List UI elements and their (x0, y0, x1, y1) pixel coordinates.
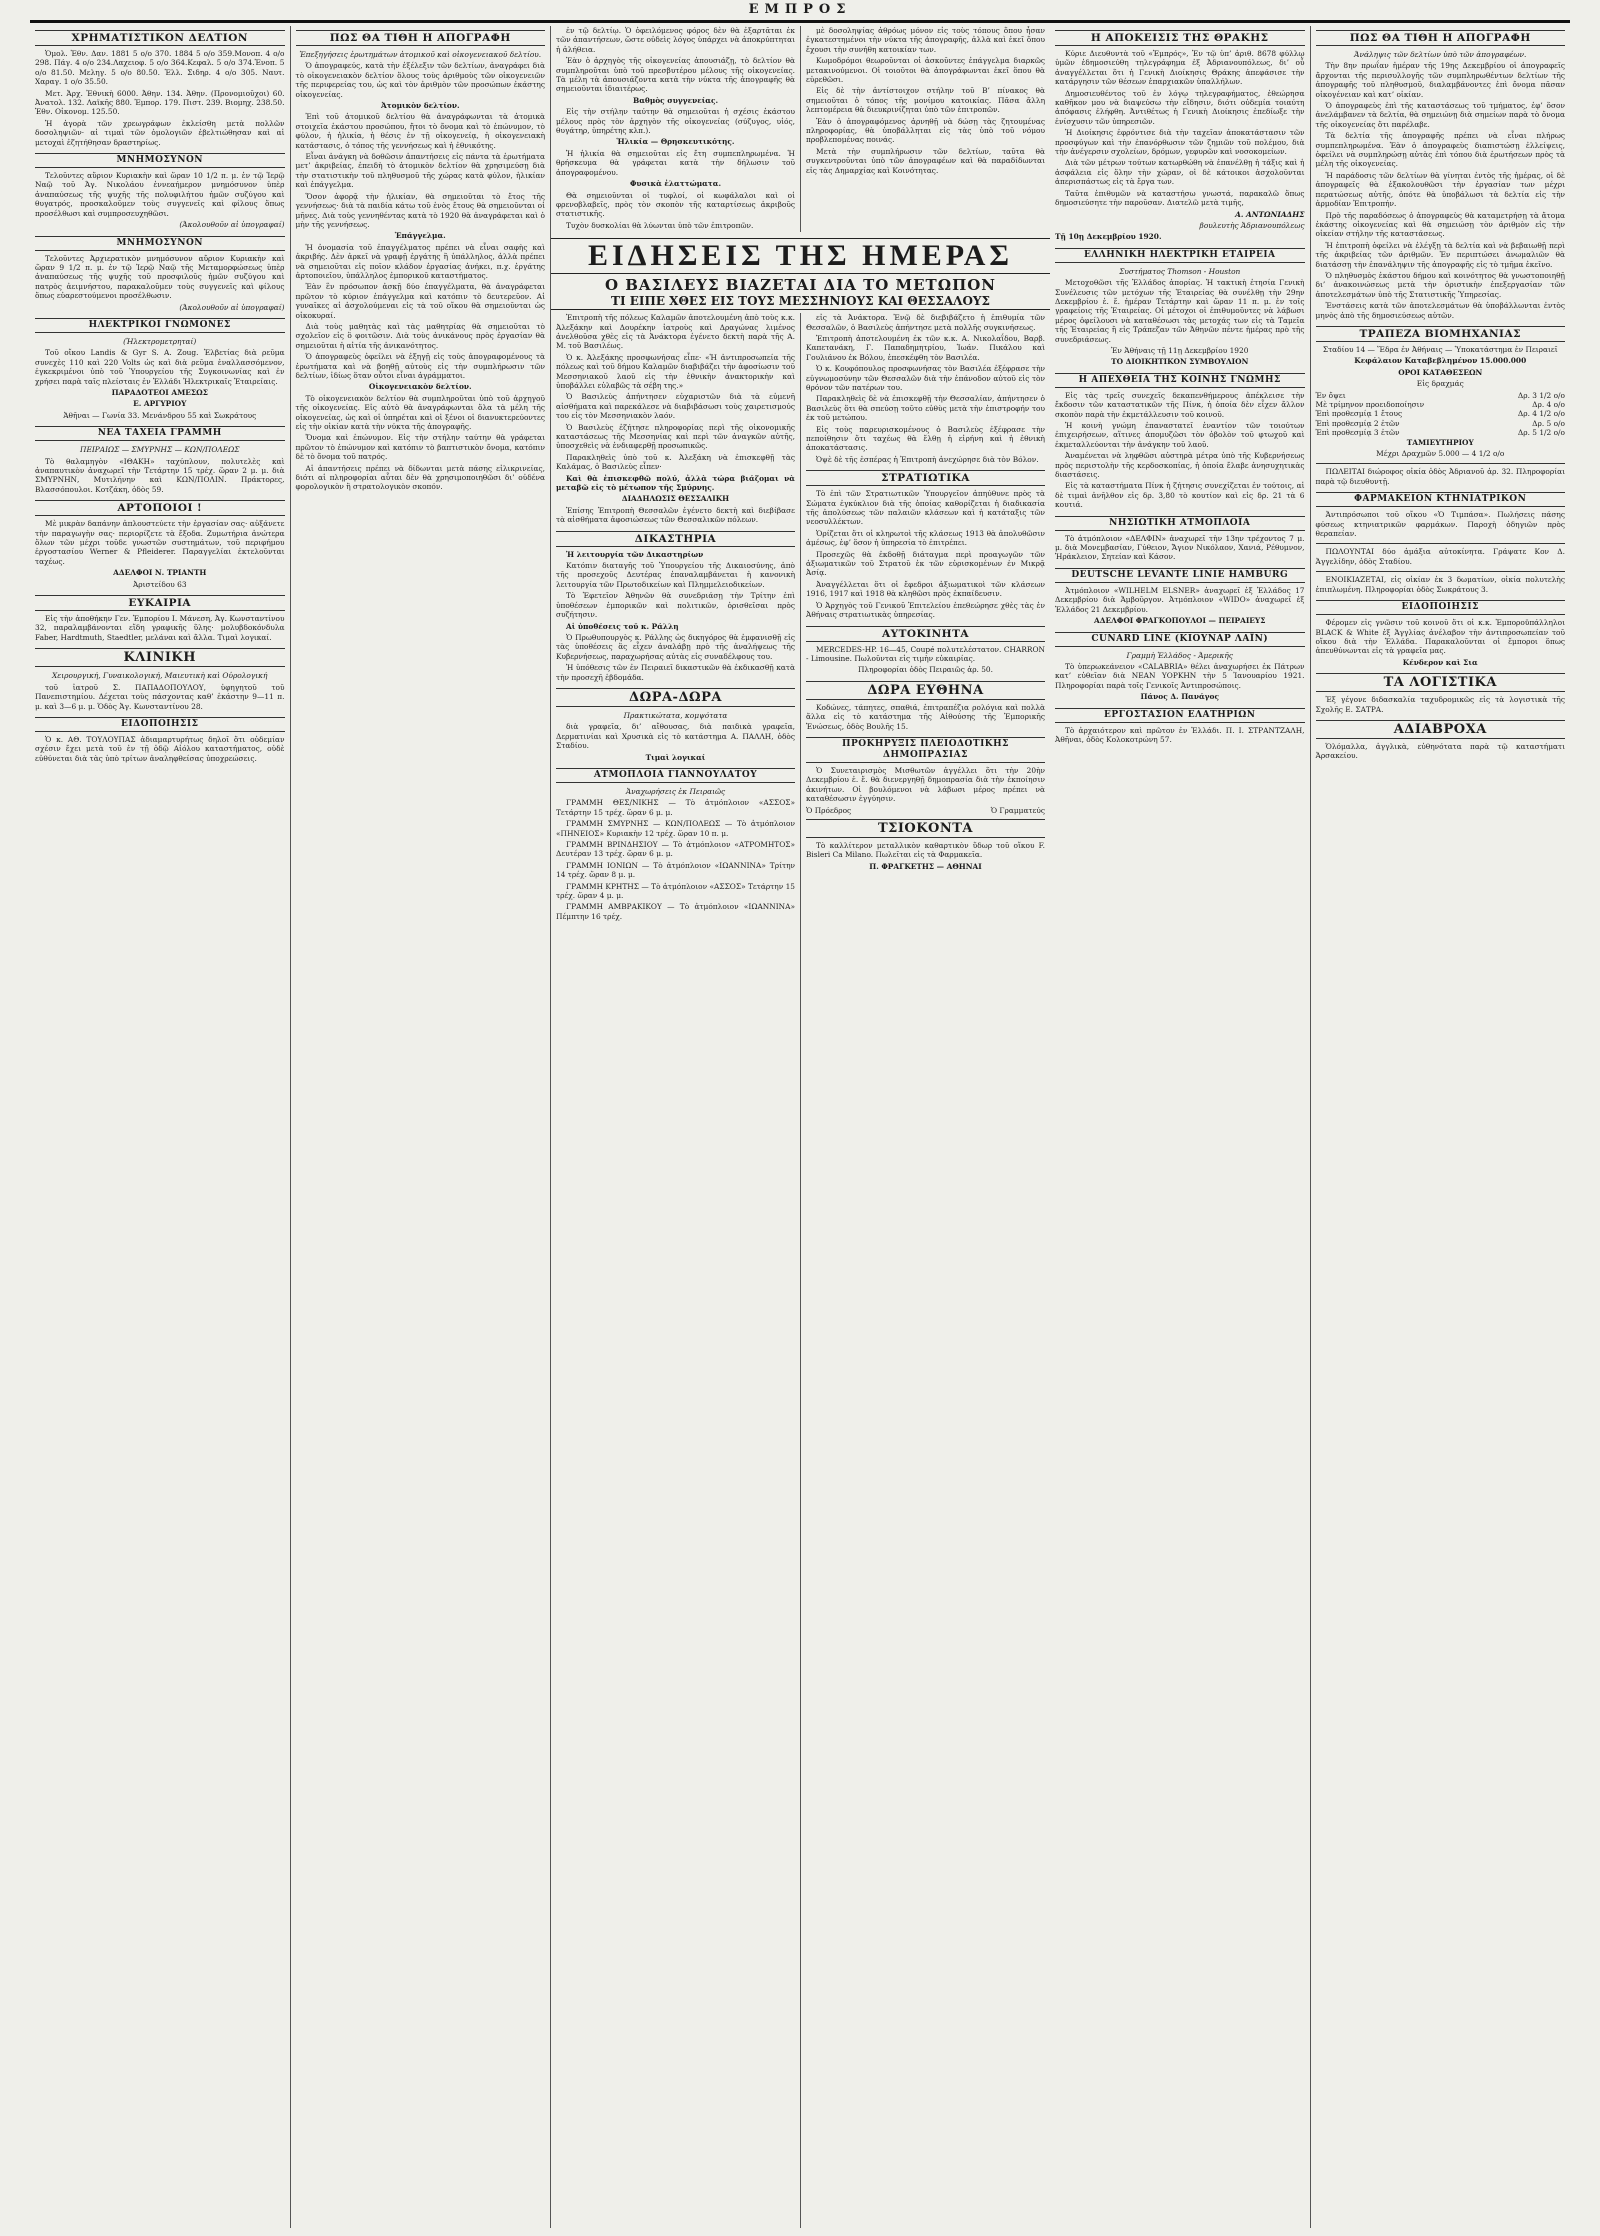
census-cont-para: Ἡ ἡλικία θὰ σημειοῦται εἰς ἔτη συμπεπληρωμένα. Ἡ θρήσκευμα θὰ γράφεται κατὰ τὴν δήλωσιν τοῦ ἀπογραφομένου. (556, 148, 795, 177)
bank-rate-value: Δρ. 4 1/2 ο/ο (1517, 409, 1565, 419)
cars-heading: ΑΥΤΟΚΙΝΗΤΑ (806, 626, 1045, 642)
cheap-gifts-text: Κοδώνες, τάπητες, σπαθιά, ἐπιτραπέζια ρολόγια καὶ πολλὰ ἄλλα εἰς τὸ κατάστημα τῆς Αἰθούσης τῆς Ἐμπορικῆς Ἑνώσεως, ὁδὸς Βουλῆς 15. (806, 702, 1045, 731)
island-shipping-heading: ΝΗΣΙΩΤΙΚΗ ΑΤΜΟΠΛΟΪΑ (1055, 516, 1305, 531)
levante-line-heading: DEUTSCHE LEVANTE LINIE HAMBURG (1055, 568, 1305, 583)
memorial-heading: ΜΝΗΜΟΣΥΝΟΝ (35, 153, 285, 168)
public-opinion-para: Εἰς τὰς τρεῖς συνεχεῖς δεκαπενθήμερους ἀπέκλεισε τὴν ἔκδοσιν τῶν καταστατικῶν τῆς Πίνκ, ἡ ὁποία δὲν εἶχεν ἄλλον σκοπὸν παρὰ τὴν ἐκμετάλλευσιν τοῦ κοινοῦ. (1055, 390, 1305, 419)
census-para: Ὁ ἀπογραφεὺς ὀφείλει νὰ ἐξηγῇ εἰς τοὺς ἀπογραφομένους τὰ ἐρωτήματα καὶ νὰ βοηθῇ αὐτοὺς εἰς τὴν συμπλήρωσιν τῶν δελτίων, ἰδίως ὅταν οὗτοι εἶναι ἀγράμματοι. (295, 352, 545, 380)
steamship-route: ΓΡΑΜΜΗ ΣΜΥΡΝΗΣ — ΚΩΝ/ΠΟΛΕΩΣ — Τὸ ἀτμόπλοιον «ΠΗΝΕΙΟΣ» Κυριακὴν 12 τρέχ. ὥραν 10 π. μ. (556, 819, 795, 838)
thessaly-para: Παρακληθεὶς δὲ νὰ ἐπισκεφθῇ τὴν Θεσσαλίαν, ἀπήντησεν ὁ Βασιλεὺς ὅτι θὰ σπεύσῃ τοῦτο εὐθὺς μετὰ τὴν ἐπιστροφήν του ἐκ τοῦ μετώπου. (806, 394, 1045, 423)
lead-headline: Ο ΒΑΣΙΛΕΥΣ ΒΙΑΖΕΤΑΙ ΔΙΑ ΤΟ ΜΕΤΩΠΟΝ (604, 276, 997, 295)
census-cont-para: Θὰ σημειοῦνται οἱ τυφλοί, οἱ κωφάλαλοι καὶ οἱ φρενοβλαβεῖς, πρὸς τὸν σκοπὸν τῆς καταρτίσεως ἀκριβοῦς στατιστικῆς. (556, 190, 795, 219)
meters-address: Ἀθῆναι — Γωνία 33. Μενάνδρου 55 καὶ Σωκράτους (63, 410, 257, 420)
bakers-text: Μὲ μικρὰν δαπάνην ἀπλουστεύετε τὴν ἐργασίαν σας· αὐξάνετε τὴν παραγωγὴν σας· περιορίζετε τὰ ἔξοδα. Ζυμωτήρια ἀνώτερα ὅλων τῶν μέχρι τοῦδε γνωστῶν συστημάτων, τοῦ περιφήμου ἐργοστασίου Werner & Pfleiderer. Παραγγελίαι ἐκτελοῦνται ταχέως. (35, 519, 285, 566)
auction-text: Ὁ Συνεταιρισμὸς Μισθωτῶν ἀγγέλλει ὅτι τὴν 20ὴν Δεκεμβρίου ἐ. ἔ. θὰ διενεργηθῇ δημοπρασία διὰ τὴν ἐκποίησιν ἀκινήτων. Οἱ βουλόμενοι νὰ λάβωσι μέρος πρέπει νὰ καταθέσωσιν ἐγγύησιν. (806, 765, 1045, 804)
bank-rate-row (1316, 400, 1566, 409)
census-para: Εἶναι ἀνάγκη νὰ δοθῶσιν ἀπαντήσεις εἰς πάντα τὰ ἐρωτήματα μετ’ ἀκριβείας, ἐπειδὴ τὸ ἀτομικὸν δελτίον θὰ χρησιμεύσῃ διὰ τὴν στατιστικὴν τοῦ πληθυσμοῦ τῆς χώρας κατὰ φύλον, ἡλικίαν καὶ ἐπάγγελμα. (295, 152, 545, 190)
stock-para: Ὁμολ. Ἐθν. Δαν. 1881 5 ο/ο 370. 1884 5 ο/ο 359.Μονοπ. 4 ο/ο 298. Πάγ. 4 ο/ο 234.Λαχειοφ. 5 ο/ο 364.Κεφαλ. 5 ο/ο 374.Ἐνοπ. 5 ο/ο 81.50. Μεληγ. 5 ο/ο 80.50. Ἐλλ. Σιδηρ. 4 ο/ο 305. Ναυτ. Χαραγ. 1 ο/ο 35.50. (35, 49, 285, 87)
vet-pharmacy-heading: ΦΑΡΜΑΚΕΙΟΝ ΚΤΗΝΙΑΤΡΙΚΟΝ (1316, 492, 1566, 507)
column-3-top (551, 26, 801, 232)
thessaly-para: Ὁ κ. Κουφόπουλος προσφωνήσας τὸν Βασιλέα ἐξέφρασε τὴν εὐγνωμοσύνην τῶν Θεσσαλῶν διὰ τὴν ἐπάνοδον αὐτοῦ εἰς τὸν θρόνον τῶν πατέρων του. (806, 364, 1045, 392)
accounting-text: Ἐξ γέγονε διδασκαλία ταχυδρομικῶς εἰς τὰ λογιστικὰ τῆς Σχολῆς Ε. ΣΑΤΡΑ. (1315, 695, 1565, 714)
divider (1316, 463, 1566, 464)
meters-agent: Ε. ΑΡΓΥΡΙΟΥ (133, 399, 187, 409)
column-6 (1311, 26, 1571, 2228)
bakers-heading: ΑΡΤΟΠΟΙΟΙ ! (35, 500, 285, 516)
census-2-para: Τὴν 8ην πρωΐαν ἡμέραν τῆς 19ης Δεκεμβρίου οἱ ἀπογραφεῖς ἄρχονται τῆς περισυλλογῆς τῶν συμπληρωθέντων δελτίων τῆς ἀπογραφῆς τοῦ πληθυσμοῦ, διαλαμβάνοντες ἐπὶ ὄνομα πᾶσαν οἰκογένειαν καὶ κατ’ οἰκίαν. (1315, 61, 1565, 99)
census-subhead: Οἰκογενειακὸν δελτίον. (368, 382, 472, 392)
divider (1316, 543, 1566, 544)
census-para: Ὁ ἀπογραφεύς, κατὰ τὴν ἐξέλεξιν τῶν δελτίων, ἀναγράφει διὰ τὸ οἰκογενειακὸν δελτίον ὅλους τοὺς ἀριθμοὺς τῶν οἰκογενειῶν τῆς περιφερείας του, ὡς καὶ τὸν ἀριθμὸν τῶν προσώπων ἐκάστης οἰκογενείας. (295, 61, 545, 99)
auction-signature-secretary: Ὁ Γραμματεύς (990, 805, 1045, 815)
thrace-date: Τῇ 10ῃ Δεκεμβρίου 1920. (1055, 232, 1162, 242)
cunard-subheading: Γραμμὴ Ἑλλάδος - Ἀμερικῆς (1126, 650, 1233, 660)
divider (1316, 571, 1566, 572)
cheap-gifts-heading: ΔΩΡΑ ΕΥΘΗΝΑ (806, 681, 1045, 700)
columns (30, 26, 1570, 2228)
census-para: Αἱ ἀπαντήσεις πρέπει νὰ δίδωνται μετὰ πάσης εἰλικρινείας, διότι αἱ πληροφορίαι αὗται δὲν θὰ χρησιμοποιηθῶσι δι’ οὐδένα φορολογικὸν ἢ στρατολογικὸν σκοπόν. (295, 463, 545, 492)
notice-heading: ΕΙΔΟΠΟΙΗΣΙΣ (35, 717, 285, 732)
news-lower-columns (551, 313, 1050, 2228)
column-1 (30, 26, 291, 2228)
filler (806, 873, 1045, 2228)
census-cont-para: Κωμοδρόμοι θεωροῦνται οἱ ἀσκοῦντες ἐπάγγελμα διαρκῶς μετακινούμενοι. Οἱ τοιοῦτοι θὰ ἀπογράφωνται ἐκεῖ ὅπου θὰ εὑρεθῶσι. (806, 56, 1045, 85)
cars-text: MERCEDES-HP. 16—45, Coupé πολυτελέστατον. CHARRON - Limousine. Πωλοῦνται εἰς τιμὴν εὐκαιρίας. (806, 644, 1045, 663)
stock-para: Ἡ ἀγορὰ τῶν χρεωγράφων ἐκλείσθη μετὰ πολλῶν δοσοληψιῶν· αἱ τιμαὶ τῶν ὁμολογιῶν ἐβελτιώθησαν καὶ αἱ μετοχαὶ ἐζητήθησαν δραστηρίως. (35, 118, 285, 147)
auction-signature-president: Ὁ Πρόεδρος (806, 805, 852, 815)
census-cont-para: Ἐὰν ὁ ἀρχηγὸς τῆς οἰκογενείας ἀπουσιάζῃ, τὸ δελτίον θὰ συμπληροῦται ὑπὸ τοῦ πρεσβυτέρου μέλους τῆς οἰκογενείας. Τὰ μέλη τὰ ἀπουσιάζοντα κατὰ τὴν νύκτα τῆς ἀπογραφῆς θὰ σημειοῦνται ἰδιαιτέρως. (556, 56, 795, 94)
courts-subhead: Ἡ λειτουργία τῶν Δικαστηρίων (566, 549, 704, 559)
meters-subheading: (Ἠλεκτρομετρηταί) (123, 336, 197, 346)
stock-bulletin-heading: ΧΡΗΜΑΤΙΣΤΙΚΟΝ ΔΕΛΤΙΟΝ (35, 30, 285, 46)
stock-para: Μετ. Ἀρχ. Ἐθνικὴ 6000. Ἀθην. 134. Ἀθην. (Προνομιοῦχοι) 60. Ἀνατολ. 132. Λαϊκῆς 880. Ἐμπορ. 179. Πιστ. 239. Βιομηχ. 238.50. Ἐθν. Οἰκονομ. 125.50. (35, 88, 285, 117)
census-cont-subhead: Φυσικὰ ἐλαττώματα. (629, 179, 722, 189)
filler (296, 494, 546, 2228)
census-2-para: Ὁ ἀπογραφεὺς ἐπὶ τῆς καταστάσεως τοῦ τμήματος, ἐφ’ ὅσον ἀνελάμβανεν τὰ δελτία, θὰ σημειώνῃ διὰ σημείων παρὰ τὸ ὄνομα τῆς οἰκογενείας ὅτι παρέλαβε. (1315, 101, 1565, 129)
bank-rate-label: Ἐπὶ προθεσμίᾳ 1 ἔτους (1315, 409, 1403, 419)
notice-text: Ὁ κ. ΑΘ. ΤΟΥΛΟΥΠΑΣ ἀδιαμαρτυρήτως δηλοῖ ὅτι οὐδεμίαν σχέσιν ἔχει μετὰ τοῦ ἐν τῇ ὁδῷ Αἰόλου καταστήματος, οὐδὲ εὐθύνεται διὰ τὰς ὑπὸ τρίτων ἀναληφθείσας ὑποχρεώσεις. (35, 734, 285, 763)
news-of-the-day-banner: ΕΙΔΗΣΕΙΣ ΤΗΣ ΗΜΕΡΑΣ (551, 238, 1050, 274)
census-cont-subhead: Βαθμὸς συγγενείας. (632, 95, 719, 105)
steamship-route: ΓΡΑΜΜΗ ΒΡΙΝΔΗΣΙΟΥ — Τὸ ἀτμόπλοιον «ΑΤΡΟΜΗΤΟΣ» Δευτέραν 13 τρέχ. ὥραν 6 μ. μ. (556, 840, 795, 859)
census-para: Ἐὰν ἓν πρόσωπον ἀσκῇ δύο ἐπαγγέλματα, θὰ ἀναγράφεται πρῶτον τὸ κύριον ἐπάγγελμα καὶ κατόπιν τὸ δευτερεῦον. Αἱ γυναῖκες αἱ ἀσχολούμεναι εἰς τὰ τοῦ οἴκου θὰ σημειοῦνται ὡς οἰκοκυραί. (295, 282, 545, 320)
census-2-para: Πρὸ τῆς παραδόσεως ὁ ἀπογραφεὺς θὰ καταμετρήσῃ τὰ ἄτομα ἑκάστης οἰκογενείας καὶ θὰ σημειώσῃ τὸν ἀριθμὸν εἰς τὴν οἰκείαν στήλην τῆς καταστάσεως. (1315, 210, 1565, 239)
levante-line-text: Ἀτμόπλοιον «WILHELM ELSNER» ἀναχωρεῖ ἐξ Ἑλλάδος 17 Δεκεμβρίου διὰ Ἀμβοῦργον. Ἀτμόπλοιον «WIDO» ἀναχωρεῖ ἐξ Ἑλλάδος 21 Δεκεμβρίου. (1055, 585, 1305, 614)
courts-para: Κατόπιν διαταγῆς τοῦ Ὑπουργείου τῆς Δικαιοσύνης, ἀπὸ τῆς προσεχοῦς Δευτέρας ἐπαναλαμβάνεται ἡ κανονικὴ λειτουργία τῶν Πρωτοδικείων καὶ Πλημμελειοδικείων. (556, 561, 795, 589)
thrace-signature: Α. ΑΝΤΩΝΙΑΔΗΣ (1235, 209, 1305, 219)
thessaly-para: εἰς τὰ Ἀνάκτορα. Ἐνῷ δὲ διεβιβάζετο ἡ ἐπιθυμία τῶν Θεσσαλῶν, ὁ Βασιλεὺς ἀπήντησε μετὰ πολλῆς συγκινήσεως. (806, 313, 1045, 332)
news-region (551, 26, 1050, 2228)
bank-rate-label: Μὲ τρίμηνον προειδοποίησιν (1315, 400, 1425, 409)
census-intro: Ἐπεξηγήσεις ἐρωτημάτων ἀτομικοῦ καὶ οἰκογενειακοῦ δελτίου. (299, 50, 542, 59)
military-para: Προσεχῶς θὰ ἐκδοθῇ διάταγμα περὶ προαγωγῶν τῶν ἀξιωματικῶν τοῦ Στρατοῦ ἐκ τῶν εὑρισκομένων ἐν Μικρᾷ Ἀσίᾳ. (806, 549, 1045, 578)
filler (556, 923, 795, 2228)
levante-line-agent: ΑΔΕΛΦΟΙ ΦΡΑΓΚΟΠΟΥΛΟΙ — ΠΕΙΡΑΙΕΥΣ (1094, 616, 1266, 626)
thessaly-para: Εἰς τοὺς παρευρισκομένους ὁ Βασιλεὺς ἐξέφρασε τὴν πεποίθησιν ὅτι ταχέως θὰ ἔλθῃ ἡ εἰρήνη καὶ ἡ ἐθνικὴ ἀποκατάστασις. (806, 424, 1045, 453)
census-para: Ὄνομα καὶ ἐπώνυμον. Εἰς τὴν στήλην ταύτην θὰ γράφεται πρῶτον τὸ ἐπώνυμον καὶ κατόπιν τὸ βαπτιστικὸν ὄνομα, κατόπιν δὲ τὸ ὄνομα τοῦ πατρός. (295, 433, 545, 462)
memorial-heading: ΜΝΗΜΟΣΥΝΟΝ (35, 236, 285, 251)
vet-pharmacy-text: Ἀντιπρόσωποι τοῦ οἴκου «Ὁ Τιμπάσα». Πωλήσεις πάσης φύσεως κτηνιατρικῶν φαρμάκων. Παροχὴ ὁδηγιῶν πρὸς θεραπείαν. (1315, 510, 1565, 539)
census-2-para: Τὰ δελτία τῆς ἀπογραφῆς πρέπει νὰ εἶναι πλήρως συμπεπληρωμένα. Ἐὰν ὁ ἀπογραφεὺς διαπιστώσῃ ἐλλείψεις, ὀφείλει νὰ συμπληρώσῃ αὐτὰς ἐπὶ τόπου διὰ ἐρωτήσεων πρὸς τὰ μέλη τῆς οἰκογενείας. (1315, 131, 1565, 169)
shipping-line-heading: ΝΕΑ ΤΑΧΕΙΑ ΓΡΑΜΜΗ (35, 426, 285, 441)
steamship-route: ΓΡΑΜΜΗ ΘΕΣ/ΝΙΚΗΣ — Τὸ ἀτμόπλοιον «ΑΣΣΟΣ» Τετάρτην 15 τρέχ. ὥραν 6 μ. μ. (556, 798, 795, 817)
electric-company-heading: ΕΛΛΗΝΙΚΗ ΗΛΕΚΤΡΙΚΗ ΕΤΑΙΡΕΙΑ (1055, 248, 1305, 263)
bank-rates-table (1316, 391, 1566, 438)
steamship-route: ΓΡΑΜΜΗ ΚΡΗΤΗΣ — Τὸ ἀτμόπλοιον «ΑΣΣΟΣ» Τετάρτην 15 τρέχ. ὥραν 4 μ. μ. (556, 881, 795, 901)
cunard-text: Τὸ ὑπερωκεάνειον «CALABRIA» θέλει ἀναχωρήσει ἐκ Πάτρων κατ’ εὐθεῖαν διὰ ΝΕΑΝ ΥΟΡΚΗΝ τὴν 5 Ἰανουαρίου 1921. Πληροφορίαι παρὰ τοῖς Γενικοῖς Ἀντιπροσώποις. (1055, 661, 1305, 690)
raincoats-heading: ΑΔΙΑΒΡΟΧΑ (1316, 720, 1566, 739)
king-quote: Καὶ θὰ ἐπισκεφθῶ πολύ, ἀλλὰ τώρα βιάζομαι νὰ μεταβῶ εἰς τὸ μέτωπον τῆς Σμύρνης. (556, 473, 795, 493)
census-2-para: Ἡ ἐπιτροπὴ ὀφείλει νὰ ἐλέγξῃ τὰ δελτία καὶ νὰ βεβαιωθῇ περὶ τῆς ἀκριβείας τῶν ἀριθμῶν. Ἐν περιπτώσει ἀνωμαλιῶν θὰ διατάσσῃ τὴν ἐπανάληψιν τῆς ἀπογραφῆς εἰς τὸ τμῆμα ἐκεῖνο. (1315, 240, 1565, 269)
steamship-subheading: Ἀναχωρήσεις ἐκ Πειραιῶς (625, 786, 726, 796)
raincoats-text: Ὁλόμαλλα, ἀγγλικὰ, εὐθηνότατα παρὰ τῷ καταστήματι Ἀρσακείου. (1315, 741, 1565, 761)
springs-factory-text: Τὸ ἀρχαιότερον καὶ πρῶτον ἐν Ἑλλάδι. Π. Ι. ΣΤΡΑΝΤΖΑΛΗ, Ἀθῆναι, ὁδὸς Κολοκοτρώνη 57. (1055, 725, 1305, 744)
census-cont-para: ἐν τῷ δελτίῳ. Ὁ ὀφειλόμενος φόρος δὲν θὰ ἐξαρτᾶται ἐκ τῶν ἀπαντήσεων, ὥστε οὐδεὶς λόγος ὑπάρχει νὰ ἀποκρύπτηται ἡ ἀλήθεια. (556, 26, 795, 54)
king-story-para: Ὁ κ. Ἀλεξάκης προσφωνήσας εἶπε· «Ἡ ἀντιπροσωπεία τῆς πόλεως καὶ τοῦ δήμου Καλαμῶν διαβιβάζει τὴν ἀφοσίωσιν τοῦ Μεσσηνιακοῦ λαοῦ εἰς τὴν ἐθνικὴν ἀνακτορικὴν καὶ ὑποβάλλει εὐλαβῶς τὰ σέβη της.» (556, 352, 795, 390)
bank-savings-rate: Μέχρι Δραχμῶν 5.000 — 4 1/2 ο/ο (1376, 449, 1505, 459)
bank-rate-value: Δρ. 3 1/2 ο/ο (1517, 390, 1565, 400)
courts-para: Τὸ Ἐφετεῖον Ἀθηνῶν θὰ συνεδριάσῃ τὴν Τρίτην ἐπὶ ὑποθέσεων ἐμπορικῶν καὶ πολιτικῶν, ὁρισθεῖσαι πρὸς συζήτησιν. (556, 591, 795, 620)
column-4-top (801, 26, 1050, 232)
gifts-subheading: Πρακτικώτατα, κομψότατα (623, 710, 728, 720)
cars-for-sale: ΠΩΛΟΥΝΤΑΙ δύο ἁμάξια αὐτοκίνητα. Γράψατε Κον Δ. Ἀγγελίδην, ὁδὸς Σταδίου. (1315, 547, 1565, 566)
census-cont-para: μὲ δοσοληψίας ἀθρόως μόνον εἰς τοὺς τόπους ὅπου ἦσαν ἐγκατεστημένοι τὴν νύκτα τῆς ἀπογραφῆς, ἀλλὰ καὶ ἐκεῖ ὅπου ἔχουσι τὴν συνήθη κατοικίαν των. (806, 26, 1045, 54)
king-story-para: Παρακληθεὶς ὑπὸ τοῦ κ. Ἀλεξάκη νὰ ἐπισκεφθῇ τὰς Καλάμας, ὁ Βασιλεὺς εἶπεν· (556, 452, 795, 472)
census-heading: ΠΩΣ ΘΑ ΤΙΘΗ Η ΑΠΟΓΡΑΦΗ (296, 30, 546, 46)
opportunity-text: Εἰς τὴν ἀποθήκην Γεν. Ἐμπορίου Ι. Μάνεση, Ἀγ. Κωνσταντίνου 32, παραλαμβάνονται εἴδη γραφικῆς ὕλης· μολυβδοκόνδυλα Faber, Hardtmuth, Staedtler, μελάναι καὶ ἄλλα. Τιμαὶ λογικαί. (35, 614, 285, 642)
house-for-rent: ΕΝΟΙΚΙΑΖΕΤΑΙ, εἰς οἰκίαν ἐκ 3 δωματίων, οἰκία πολυτελὴς ἐπιπλωμένη. Πληροφορίαι ὁδὸς Σωκράτους 3. (1315, 575, 1565, 594)
thessaly-para: Ὀψὲ δὲ τῆς ἑσπέρας ἡ Ἐπιτροπὴ ἀνεχώρησε διὰ τὸν Βόλον. (816, 454, 1039, 464)
bakers-address: Ἀριστείδου 63 (132, 579, 187, 589)
census-2-heading: ΠΩΣ ΘΑ ΤΙΘΗ Η ΑΠΟΓΡΑΦΗ (1316, 30, 1566, 46)
gifts-text: διὰ γραφεῖα, δι’ αἴθουσας, διὰ παιδικὰ γραφεῖα, Δερματινίαι καὶ Χρυσικὰ εἰς τὸ κατάστημα Α. ΠΑΛΛΗ, ὁδὸς Σταδίου. (556, 722, 795, 751)
bank-rate-value: Δρ. 4 ο/ο (1532, 400, 1565, 409)
king-story-para: Ἐπίσης Ἐπιτροπὴ Θεσσαλῶν ἐγένετο δεκτὴ καὶ διεβίβασε τὰ αἰσθήματα ἀφοσιώσεως τῶν Θεσσαλικῶν πόλεων. (556, 505, 795, 525)
courts-para: Ἡ ὑπόθεσις τῶν ἐν Πειραιεῖ δικαστικῶν θὰ ἐκδικασθῇ κατὰ τὴν προσεχῆ ἑβδομάδα. (556, 663, 795, 682)
clinic-subheading: Χειρουργική, Γυναικολογική, Μαιευτικὴ καὶ Οὐρολογική (52, 671, 268, 681)
tsiokonta-heading: ΤΣΙΟΚΟΝΤΑ (806, 819, 1045, 838)
shipping-line-route: ΠΕΙΡΑΙΩΣ — ΣΜΥΡΝΗΣ — ΚΩΝ/ΠΟΛΕΩΣ (80, 445, 240, 455)
cunard-heading: CUNARD LINE (ΚΙΟΥΝΑΡ ΛΑΪΝ) (1055, 632, 1305, 647)
census-subhead: Ἀτομικὸν δελτίον. (380, 101, 460, 111)
island-shipping-text: Τὸ ἀτμόπλοιον «ΔΕΛΦΙΝ» ἀναχωρεῖ τὴν 13ην τρέχοντος 7 μ. μ. διὰ Μονεμβασίαν, Γύθειον, Ἄγιον Νικόλαον, Χανιά, Ρέθυμνον, Ἡράκλειον, Σητείαν καὶ Κάσον. (1055, 533, 1305, 562)
memorial-text: Τελοῦντες αὔριον Κυριακὴν καὶ ὥραν 10 1/2 π. μ. ἐν τῷ Ἱερῷ Ναῷ τοῦ Ἁγ. Νικολάου ἐννεαήμερον μνημόσυνον ὑπὲρ ἀναπαύσεως τῆς ψυχῆς τῆς πολυφιλήτου ἡμῶν συζύγου καὶ θυγατρός, προσκαλοῦμεν τοὺς συγγενεῖς καὶ φίλους ὅπως προσέλθωσι καὶ συμπροσευχηθῶσι. (35, 171, 285, 218)
bakers-signature: ΑΔΕΛΦΟΙ Ν. ΤΡΙΑΝΤΗ (113, 568, 207, 578)
military-para: Ὁρίζεται ὅτι οἱ κληρωτοὶ τῆς κλάσεως 1913 θὰ ἀπολυθῶσιν ἀμέσως, ἐφ’ ὅσον ἡ ὑπηρεσία τὸ ἐπιτρέπει. (806, 528, 1045, 548)
bank-rate-value: Δρ. 5 1/2 ο/ο (1517, 428, 1565, 438)
bank-deposit-terms-sub: Εἰς δραχμάς (1416, 379, 1464, 389)
king-story-para: Ὁ Βασιλεὺς ἐζήτησε πληροφορίας περὶ τῆς οἰκονομικῆς καταστάσεως τῆς Μεσσηνίας καὶ περὶ τῶν ἀναγκῶν αὐτῆς, ὑποσχεθεὶς νὰ ἐνδιαφερθῇ προσωπικῶς. (556, 422, 795, 451)
masthead-title: ΕΜΠΡΟΣ (748, 2, 852, 17)
census-2-subheading: Ἀνάληψις τῶν δελτίων ὑπὸ τῶν ἀπογραφέων. (1354, 50, 1527, 59)
electric-company-date: Ἐν Ἀθήναις τῇ 11ῃ Δεκεμβρίου 1920 (1111, 345, 1249, 355)
census-para: Τὸ οἰκογενειακὸν δελτίον θὰ συμπληροῦται ὑπὸ τοῦ ἀρχηγοῦ τῆς οἰκογενείας. Εἰς αὐτὸ θὰ ἀναγράφωνται ὅλα τὰ μέλη τῆς οἰκογενείας, ὡς καὶ οἱ ὑπηρέται καὶ οἱ ξένοι οἱ διανυκτερεύοντες εἰς τὴν οἰκίαν κατὰ τὴν νύκτα τῆς ἀπογραφῆς. (295, 393, 545, 432)
thessaly-subhead: ΔΙΑΔΗΛΩΣΙΣ ΘΕΣΣΑΛΙΚΗ (621, 494, 730, 504)
bank-deposit-terms-heading: ΟΡΟΙ ΚΑΤΑΘΕΣΕΩΝ (1398, 367, 1483, 377)
bank-rate-row (1316, 391, 1566, 400)
filler (35, 765, 285, 2228)
census-subhead: Ἐπάγγελμα. (394, 231, 446, 241)
electric-company-text: Μετοχοθῶσι τῆς Ἑλλάδος ἀπορίας. Ἡ τακτικὴ ἐτησία Γενικὴ Συνέλευσις τῶν μετόχων τῆς Ἑταιρείας θὰ συνέλθῃ τὴν 29ην Δεκεμβρίου ἐ. ἔ. ἡμέραν Τετάρτην καὶ ὥραν 11 π. μ. ἐν τοῖς γραφείοις τῆς Ἑταιρείας. Οἱ μέτοχοι οἱ ἐπιθυμοῦντες νὰ λάβωσι μέρος ὀφείλουσι νὰ καταθέσωσι τὰς μετοχάς των εἰς τὰ Ταμεῖα τῆς Ἑταιρείας ἢ εἰς Τράπεζαν τῶν Ἀθηνῶν πέντε ἡμέρας πρὸ τῆς συνεδριάσεως. (1055, 278, 1305, 344)
king-story-para: Ἐπιτροπὴ τῆς πόλεως Καλαμῶν ἀποτελουμένη ἀπὸ τοὺς κ.κ. Ἀλεξάκην καὶ Δουρέκην ἰατροὺς καὶ Δραγώνας λιμένος ἀνελθοῦσα χθὲς εἰς τὰ Ἀνάκτορα ἐγένετο δεκτὴ παρὰ τῆς Α. Μ. τοῦ Βασιλέως. (556, 313, 795, 351)
notice-2-heading: ΕΙΔΟΠΟΙΗΣΙΣ (1316, 600, 1566, 615)
filler (1055, 746, 1305, 2228)
thrace-para: Ταῦτα ἐπιθυμῶν νὰ καταστήσω γνωστά, παρακαλῶ ὅπως δημοσιεύσητε τὴν παροῦσαν. Διατελῶ μετὰ τιμῆς, (1055, 188, 1305, 208)
steamship-route: ΓΡΑΜΜΗ ΑΜΒΡΑΚΙΚΟΥ — Τὸ ἀτμόπλοιον «ΙΩΑΝΝΙΝΑ» Πέμπτην 16 τρέχ. (556, 902, 795, 921)
gifts-heading: ΔΩΡΑ-ΔΩΡΑ (556, 688, 795, 707)
thrace-para: Ἡ Διοίκησις ἐφρόντισε διὰ τὴν ταχεῖαν ἀποκατάστασιν τῶν προσφύγων καὶ τὴν ἐπανόρθωσιν τῶν ζημιῶν τοῦ πολέμου, διὰ τὴν ἀνέγερσιν σχολείων, δρόμων, γεφυρῶν καὶ νοσοκομείων. (1055, 128, 1305, 157)
springs-factory-heading: ΕΡΓΟΣΤΑΣΙΟΝ ΕΛΑΤΗΡΙΩΝ (1055, 708, 1305, 723)
census-cont-para: Τυχὸν δυσκολίαι θὰ λύωνται ὑπὸ τῶν ἐπιτροπῶν. (566, 220, 754, 230)
bank-rate-row (1316, 409, 1566, 418)
steamship-heading: ΑΤΜΟΠΛΟΙΑ ΓΙΑΝΝΟΥΛΑΤΟΥ (556, 768, 795, 783)
top-rule (30, 20, 1570, 23)
clinic-text: τοῦ ἰατροῦ Σ. ΠΑΠΑΔΟΠΟΥΛΟΥ, ὑφηγητοῦ τοῦ Πανεπιστημίου. Δέχεται τοὺς πάσχοντας καθ’ ἑκάστην 9—11 π. μ. καὶ 3—6 μ. μ. Ὁδὸς Ἀγ. Κωνσταντίνου 28. (35, 682, 285, 711)
military-para: Τὸ ἐπὶ τῶν Στρατιωτικῶν Ὑπουργεῖον ἀπηύθυνε πρὸς τὰ Σώματα ἐγκύκλιον διὰ τῆς ὁποίας καθορίζεται ἡ διαδικασία τῆς ἀπολύσεως τῶν παλαιῶν κλάσεων καὶ ἡ κατάταξις τῶν νεοσυλλέκτων. (806, 489, 1045, 527)
census-para: Ὅσον ἀφορᾷ τὴν ἡλικίαν, θὰ σημειοῦται τὸ ἔτος τῆς γεννήσεως· διὰ τὰ παιδία κάτω τοῦ ἑνὸς ἔτους θὰ σημειοῦνται οἱ μῆνες. Διὰ τοὺς γεννηθέντας κατὰ τὸ 1920 θὰ ἀναγράφεται καὶ ὁ μὴν τῆς γεννήσεως. (295, 191, 545, 229)
lead-subheadline: ΤΙ ΕΙΠΕ ΧΘΕΣ ΕΙΣ ΤΟΥΣ ΜΕΣΣΗΝΙΟΥΣ ΚΑΙ ΘΕΣΣΑΛΟΥΣ (551, 294, 1050, 310)
gifts-price: Τιμαὶ λογικαί (645, 752, 706, 762)
clinic-heading: ΚΛΙΝΙΚΗ (35, 648, 285, 667)
electric-company-signature: ΤΟ ΔΙΟΙΚΗΤΙΚΟΝ ΣΥΜΒΟΥΛΙΟΝ (1111, 357, 1249, 367)
census-cont-para: Εἰς δὲ τὴν ἀντίστοιχον στήλην τοῦ Β’ πίνακος θὰ σημειοῦται ὁ τόπος τῆς μονίμου κατοικίας. Πᾶσα ἄλλη λεπτομέρεια θὰ διευκρινίζηται ὑπὸ τῶν ἐπιτροπῶν. (806, 86, 1045, 115)
electric-company-subheading: Συστήματος Thomson - Houston (1119, 266, 1241, 276)
bank-rate-label: Ἐπὶ προθεσμίᾳ 3 ἐτῶν (1315, 428, 1400, 438)
memorial-signature: (Ἀκολουθοῦν αἱ ὑπογραφαί) (179, 220, 285, 230)
thrace-para: Δημοσιευθέντος τοῦ ἐν λόγῳ τηλεγραφήματος, ἐθεώρησα καθῆκον μου νὰ διαψεύσω τὴν εἴδησιν, διότι οὐδεμία τοιαύτη ἀπόφασις ἐλήφθη. Ἀντιθέτως ἡ Γενικὴ Διοίκησις ἐπεδίωξε τὴν ἐνίσχυσιν τῶν ὑπηρεσιῶν. (1055, 88, 1305, 126)
public-opinion-para: Ἀναμένεται νὰ ληφθῶσι αὐστηρὰ μέτρα ὑπὸ τῆς Κυβερνήσεως πρὸς περιστολὴν τῆς κερδοσκοπίας, ἡ ὁποία ἔλαβε ἀνησυχητικὰς διαστάσεις. (1055, 451, 1305, 480)
column-3-lower (551, 313, 801, 2228)
courts-subhead: Αἱ ὑποθέσεις τοῦ κ. Ράλλη (566, 621, 679, 631)
thrace-heading: Η ΑΠΟΚΕΙΣΙΣ ΤΗΣ ΘΡΑΚΗΣ (1055, 30, 1305, 46)
military-para: Ὁ Ἀρχηγὸς τοῦ Γενικοῦ Ἐπιτελείου ἐπεθεώρησε χθὲς τὰς ἐν Ἀθήναις στρατιωτικὰς ὑπηρεσίας. (806, 600, 1045, 620)
steamship-route: ΓΡΑΜΜΗ ΙΟΝΙΩΝ — Τὸ ἀτμόπλοιον «ΙΩΑΝΝΙΝΑ» Τρίτην 14 τρέχ. ὥραν 8 μ. μ. (556, 860, 795, 880)
filler (1316, 763, 1566, 2228)
bank-capital: Κεφάλαιον Καταβεβλημένον 15.000.000 (1354, 356, 1527, 366)
tsiokonta-agent: Π. ΦΡΑΓΚΕΤΗΣ — ΑΘΗΝΑΙ (869, 861, 982, 871)
military-para: Ἀναγγέλλεται ὅτι οἱ ἔφεδροι ἀξιωματικοὶ τῶν κλάσεων 1916, 1917 καὶ 1918 θὰ κληθῶσι πρὸς ἐκπαίδευσιν. (806, 579, 1045, 599)
census-para: Ἐπὶ τοῦ ἀτομικοῦ δελτίου θὰ ἀναγράφωνται τὰ ἀτομικὰ στοιχεῖα ἑκάστου προσώπου, ἤτοι τὸ ὄνομα καὶ τὸ ἐπώνυμον, τὸ φύλον, ἡ ἡλικία, ἡ θέσις ἐν τῇ οἰκογενείᾳ, ἡ οἰκογενειακὴ κατάστασις, ὁ τόπος τῆς γεννήσεως καὶ ἡ ἐθνικότης. (295, 112, 545, 150)
bank-rate-row (1316, 428, 1566, 437)
auction-signatures (806, 806, 1045, 815)
thrace-para: Κύριε Διευθυντὰ τοῦ «Ἐμπρός», Ἐν τῷ ὑπ’ ἀριθ. 8678 φύλλῳ ὑμῶν ἐδημοσιεύθη τηλεγράφημα ἐξ Ἀδριανουπόλεως, δι’ οὗ ἀναγγέλλεται ὅτι ἡ Γενικὴ Διοίκησις Θράκης ἀπεφάσισε τὴν κατάργησιν τῶν θέσεων ἐπαρχιακῶν ὑπαλλήλων. (1055, 49, 1305, 87)
accounting-heading: ΤΑ ΛΟΓΙΣΤΙΚΑ (1316, 673, 1566, 692)
public-opinion-para: Εἰς τὰ καταστήματα Πίνκ ἡ ζήτησις συνεχίζεται ἐν τούτοις, αἱ δὲ τιμαὶ ἀνῆλθον εἰς δρ. 3,80 τὸ κουτίον καὶ εἰς δρ. 21 τὰ 6 κουτιά. (1055, 481, 1305, 510)
bank-address: Σταδίου 14 — Ἕδρα ἐν Ἀθήναις — Ὑποκατάστημα ἐν Πειραιεῖ (1322, 344, 1558, 354)
bank-rate-row (1316, 419, 1566, 428)
public-opinion-para: Ἡ κοινὴ γνώμη ἐπαναστατεῖ ἐναντίον τῶν τοιούτων ἐπιχειρήσεων, αἵτινες ἀπομυζῶσι τὸν ὀβολὸν τοῦ φτωχοῦ καὶ ἐκμεταλλεύονται τὴν ἀνάγκην τοῦ λαοῦ. (1055, 421, 1305, 449)
meters-text: Τοῦ οἴκου Landis & Gyr S. A. Zoug. Ἐλβετίας διὰ ρεῦμα συνεχὲς 110 καὶ 220 Volts ὡς καὶ διὰ ρεῦμα ἐναλλασσόμενον, ἐγκεκριμένοι ὑπὸ τοῦ Ὑπουργείου τῆς Συγκοινωνίας καὶ ἐν χρήσει παρὰ ταῖς πλείσταις ἐν Ἑλλάδι Ἠλεκτρικαῖς Ἑταιρείαις. (35, 348, 285, 386)
memorial-text: Τελοῦντες Ἀρχιερατικὸν μνημόσυνον αὔριον Κυριακὴν καὶ ὥραν 9 1/2 π. μ. ἐν τῷ Ἱερῷ Ναῷ τῆς Μεταμορφώσεως ὑπὲρ ἀναπαύσεως τῆς ψυχῆς τοῦ προσφιλοῦς ἡμῶν συζύγου καὶ πατρὸς ἀειμνήστου, παρακαλοῦμεν τοὺς συγγενεῖς καὶ φίλους ὅπως εὐαρεστούμενοι προσέλθωσιν. (35, 253, 285, 301)
census-para: Διὰ τοὺς μαθητὰς καὶ τὰς μαθητρίας θὰ σημειοῦται τὸ σχολεῖον εἰς ὃ φοιτῶσιν. Διὰ τοὺς ἀνικάνους πρὸς ἐργασίαν θὰ σημειοῦται ἡ αἰτία τῆς ἀνικανότητος. (295, 321, 545, 350)
census-cont-para: Ἐὰν ὁ ἀπογραφόμενος ἀρνηθῇ νὰ δώσῃ τὰς ζητουμένας πληροφορίας, θὰ ὑποβάλληται εἰς τὰς ὑπὸ τοῦ νόμου προβλεπομένας ποινάς. (806, 116, 1045, 145)
bank-rate-value: Δρ. 5 ο/ο (1532, 418, 1565, 428)
column-4-lower (801, 313, 1050, 2228)
census-para: Ἡ ὀνομασία τοῦ ἐπαγγέλματος πρέπει νὰ εἶναι σαφὴς καὶ ἀκριβής. Δὲν ἀρκεῖ νὰ γραφῇ ἐργάτης ἢ ὑπάλληλος, ἀλλὰ πρέπει νὰ σημειοῦται εἰς ποῖον κλάδον ἐργασίας ἀνήκει, π.χ. ἐργάτης ἀρτοποιεῖου, ὑπάλληλος ἐμπορικοῦ καταστήματος. (295, 242, 545, 280)
thrace-signature-role: βουλευτὴς Ἀδριανουπόλεως (1199, 220, 1305, 230)
military-heading: ΣΤΡΑΤΙΩΤΙΚΑ (806, 470, 1045, 486)
memorial-signature: (Ἀκολουθοῦν αἱ ὑπογραφαί) (179, 302, 285, 312)
tsiokonta-text: Τὸ καλλίτερον μεταλλικὸν καθαρτικὸν ὕδωρ τοῦ οἴκου F. Bisleri Ca Milano. Πωλεῖται εἰς τὰ Φαρμακεῖα. (806, 840, 1045, 860)
meters-delivery: ΠΑΡΑΔΟΤΕΟΙ ΑΜΕΣΩΣ (111, 387, 208, 397)
news-top-columns (551, 26, 1050, 232)
thessaly-para: Ἐπιτροπὴ ἀποτελουμένη ἐκ τῶν κ.κ. Α. Νικολαΐδου, Βαρβ. Καπετανάκη, Γ. Παπαδημητρίου, Ἰωάν. Πικάλου καὶ Γουλιάνου ἐκ Βόλου, ἐπεσκέφθη τὸν Βασιλέα. (806, 333, 1045, 362)
census-cont-para: Εἰς τὴν στήλην ταύτην θὰ σημειοῦται ἡ σχέσις ἑκάστου μέλους πρὸς τὸν ἀρχηγὸν τῆς οἰκογενείας (σύζυγος, υἱός, θυγάτηρ, ὑπηρέτης κλπ.). (556, 107, 795, 136)
public-opinion-heading: Η ΑΠΕΧΘΕΙΑ ΤΗΣ ΚΟΙΝΗΣ ΓΝΩΜΗΣ (1055, 373, 1305, 388)
auction-heading: ΠΡΟΚΗΡΥΞΙΣ ΠΛΕΙΟΔΟΤΙΚΗΣ ΔΗΜΟΠΡΑΣΙΑΣ (806, 737, 1045, 763)
house-for-sale: ΠΩΛΕΙΤΑΙ διώροφος οἰκία ὁδὸς Ἀδριανοῦ ἀρ. 32. Πληροφορίαι παρὰ τῷ διευθυντῇ. (1315, 467, 1565, 486)
cunard-agent: Πάνος Δ. Πανάγος (1140, 692, 1219, 702)
shipping-line-text: Τὸ θαλαμηγὸν «ΙΘΑΚΗ» ταχύπλουν, πολυτελὲς καὶ ἀναπαυτικὸν ἀναχωρεῖ τὴν Τετάρτην 15 τρέχ. ὥραν 2 μ. μ. διὰ ΣΜΥΡΝΗΝ, Μυτιλήνην καὶ ΚΩΝ/ΠΟΛΙΝ. Πράκτορες, Βλασσόπουλοι. Κοτζάκη, ὁδὸς 59. (35, 456, 285, 494)
column-2 (291, 26, 552, 2228)
meters-heading: ΗΛΕΚΤΡΙΚΟΙ ΓΝΩΜΟΝΕΣ (35, 318, 285, 333)
census-2-para: Ἡ παράδοσις τῶν δελτίων θὰ γίνηται ἐντὸς τῆς ἡμέρας, οἱ δὲ ἀπογραφεῖς θὰ ἐξακολουθῶσι τὴν ἐργασίαν των μέχρι περατώσεως αὐτῆς, ὁπότε θὰ ὑποβάλωσι τὰ δελτία εἰς τὴν ἁρμοδίαν Ἐπιτροπήν. (1315, 170, 1565, 209)
thrace-para: Διὰ τῶν μέτρων τούτων κατωρθώθη νὰ ἐπανέλθῃ ἡ τάξις καὶ ἡ ἀσφάλεια εἰς ὅλην τὴν χώραν, οἱ δὲ κάτοικοι ἀσχολοῦνται ἀπερισπάστως εἰς τὰ ἔργα των. (1055, 158, 1305, 187)
column-5 (1050, 26, 1311, 2228)
census-2-para: Ἐνστάσεις κατὰ τῶν ἀποτελεσμάτων θὰ ὑποβάλλωνται ἐντὸς μηνὸς ἀπὸ τῆς δημοσιεύσεως αὐτῶν. (1315, 301, 1565, 320)
bank-rate-label: Ἐπὶ προθεσμίᾳ 2 ἐτῶν (1315, 418, 1400, 428)
census-2-para: Ὁ πληθυσμὸς ἑκάστου δήμου καὶ κοινότητος θὰ γνωστοποιηθῇ δι’ ἀνακοινώσεως μετὰ τὴν ὁριστικὴν ἐπεξεργασίαν τῶν ἀποτελεσμάτων ὑπὸ τῆς Στατιστικῆς Ὑπηρεσίας. (1315, 270, 1565, 299)
king-story-para: Ὁ Βασιλεὺς ἀπήντησεν εὐχαριστῶν διὰ τὰ εὐμενῆ αἰσθήματα καὶ παρεκάλεσε νὰ διαβιβάσωσι τοὺς χαιρετισμούς του εἰς τὸν Μεσσηνιακὸν λαόν. (556, 392, 795, 421)
cars-address: Πληροφορίαι ὁδὸς Πειραιῶς ἀρ. 50. (857, 665, 993, 675)
bank-rate-label: Ἐν ὄψει (1315, 390, 1346, 400)
courts-heading: ΔΙΚΑΣΤΗΡΙΑ (556, 531, 795, 547)
census-cont-subhead: Ἡλικία — Θρησκευτικότης. (616, 137, 735, 147)
census-cont-para: Μετὰ τὴν συμπλήρωσιν τῶν δελτίων, ταῦτα θὰ συγκεντροῦνται ὑπὸ τῶν ἀπογραφέων καὶ θὰ παραδίδωνται εἰς τὰς Δημαρχίας καὶ Κοινότητας. (806, 146, 1045, 175)
courts-para: Ὁ Πρωθυπουργὸς κ. Ράλλης ὡς δικηγόρος θὰ ἐμφανισθῇ εἰς τὰς ὑποθέσεις ἃς εἶχεν ἀναλάβῃ πρὸ τῆς ἀναλήψεως τῆς Κυβερνήσεως, παραχωρήσας αὐτὰς εἰς συναδέλφους του. (556, 632, 795, 661)
bank-heading: ΤΡΑΠΕΖΑ ΒΙΟΜΗΧΑΝΙΑΣ (1316, 326, 1566, 342)
notice-2-signature: Κένδερον καὶ Σια (1402, 657, 1478, 667)
opportunity-heading: ΕΥΚΑΙΡΙΑ (35, 595, 285, 611)
notice-2-text: Φέρομεν εἰς γνῶσιν τοῦ κοινοῦ ὅτι οἱ κ.κ. Ἐμποροϋπάλληλοι BLACK & White ἐξ Ἀγγλίας ἀνέλαβον τὴν ἀντιπροσωπείαν τοῦ οἴκου διὰ τὴν Ἑλλάδα. Παρακαλοῦνται οἱ ἔμποροι ὅπως ἀπευθύνωνται εἰς τὰ γραφεῖα μας. (1315, 618, 1565, 656)
bank-savings-heading: ΤΑΜΙΕΥΤΗΡΙΟΥ (1406, 437, 1474, 447)
